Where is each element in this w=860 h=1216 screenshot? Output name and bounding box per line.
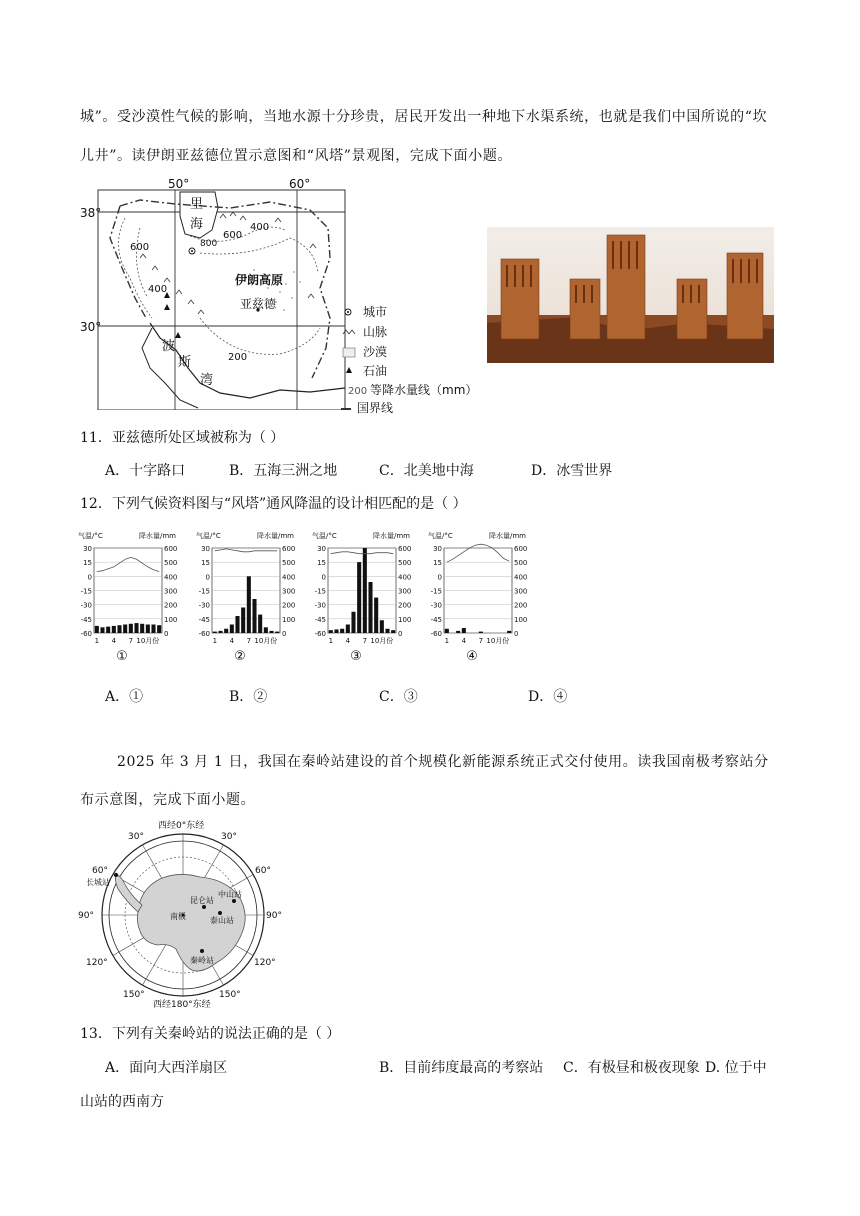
legend-border: 国界线	[341, 398, 393, 418]
chart-1-temp-tick: 30	[83, 545, 92, 553]
chart-1-precip-bar	[100, 627, 104, 633]
chart-1-precip-tick: 400	[164, 573, 178, 582]
chart-4-temp-tick: -45	[430, 615, 442, 624]
chart-4-x-tick: 10月份	[486, 637, 510, 645]
chart-4-precip-tick: 300	[514, 587, 528, 596]
deg-90-left: 90°	[78, 911, 94, 921]
chart-2-x-tick: 7	[246, 637, 252, 645]
chart-2-precip-bar	[235, 616, 239, 633]
chart-1-precip-tick: 500	[164, 559, 178, 568]
chart-4-x-tick: 4	[461, 637, 467, 645]
chart-1-x-tick: 7	[128, 637, 134, 645]
chart-3-precip-tick: 0	[398, 630, 403, 638]
chart-1-ylabel-left: 气温/°C	[78, 532, 103, 540]
chart-3-temp-tick: -60	[314, 630, 326, 638]
chart-4-ylabel-left: 气温/°C	[428, 532, 453, 540]
isohyet-600b: 600	[130, 242, 150, 253]
chart-1-x-tick: 10月份	[136, 637, 160, 645]
q12-option-d[interactable]: D．④	[528, 689, 568, 705]
chart-1-precip-tick: 100	[164, 615, 178, 624]
legend-oil: 石油	[363, 364, 388, 378]
chart-2-precip-tick: 400	[282, 573, 296, 582]
legend-mountain: 山脉	[363, 325, 388, 339]
chart-2-precip-bar	[213, 632, 217, 633]
chart-1-temp-tick: 0	[87, 573, 92, 582]
chart-4-temp-tick: -30	[430, 601, 442, 610]
chart-3-precip-bar	[357, 562, 361, 633]
chart-3-precip-bar	[391, 630, 395, 633]
chart-1-precip-bar	[146, 625, 150, 634]
caspian-label-2: 海	[190, 217, 204, 232]
chart-3-x-tick: 7	[362, 637, 368, 645]
chart-3-precip-bar	[374, 598, 378, 633]
chart-1-precip-bar	[112, 626, 116, 633]
chart-2-precip-bar	[218, 631, 222, 633]
chart-3-precip-bar	[380, 620, 384, 633]
q12-option-b[interactable]: B．②	[229, 689, 268, 705]
lon-label-50: 50°	[168, 178, 190, 191]
legend-isohyet-value: 200	[348, 386, 368, 397]
chart-1-precip-tick: 600	[164, 545, 178, 553]
chart-1-temp-tick: -15	[80, 587, 92, 596]
chart-2-ylabel-right: 降水量/mm	[257, 532, 294, 540]
station-kunlun: 昆仑站	[190, 896, 214, 905]
deg-30-left: 30°	[128, 832, 144, 842]
chart-3-precip-bar	[385, 629, 389, 633]
deg-30-right: 30°	[221, 832, 237, 842]
chart-3-precip-tick: 500	[398, 559, 412, 568]
chart-1-temp-tick: -45	[80, 615, 92, 624]
chart-2-precip-tick: 100	[282, 615, 296, 624]
q12-stem: 12．下列气候资料图与“风塔”通风降温的设计相匹配的是（ ）	[80, 496, 467, 512]
chart-2-precip-bar	[252, 599, 256, 633]
chart-2-precip-tick: 500	[282, 559, 296, 568]
bottom-meridian-label: 西经180°东经	[153, 1000, 211, 1009]
deg-60-right: 60°	[255, 866, 271, 876]
chart-2-precip-tick: 300	[282, 587, 296, 596]
chart-3-precip-bar	[334, 629, 338, 633]
deg-150-left: 150°	[123, 990, 145, 1000]
chart-1-temp-tick: 15	[83, 559, 92, 568]
chart-4-precip-tick: 100	[514, 615, 528, 624]
chart-4-precip-bar	[462, 628, 466, 633]
q12-option-a[interactable]: A．①	[105, 689, 144, 705]
chart-3-precip-bar	[351, 612, 355, 633]
chart-3-x-tick: 1	[328, 637, 334, 645]
chart-4-temp-tick: 15	[433, 559, 442, 568]
chart-1-x-tick: 4	[111, 637, 117, 645]
chart-4-ylabel-right: 降水量/mm	[489, 532, 526, 540]
chart-2-temp-tick: 30	[201, 545, 210, 553]
q13-option-a[interactable]: A．面向大西洋扇区	[105, 1060, 228, 1076]
passage2-line-1: 2025 年 3 月 1 日，我国在秦岭站建设的首个规模化新能源系统正式交付使用。读我国南极考察站分	[117, 754, 769, 770]
chart-3-x-tick: 4	[345, 637, 351, 645]
chart-4-temp-tick: 30	[433, 545, 442, 553]
chart-2-precip-bar	[264, 627, 268, 633]
chart-3-ylabel-right: 降水量/mm	[373, 532, 410, 540]
south-pole-label: 南极	[170, 912, 186, 921]
chart-2-temp-tick: -30	[198, 601, 210, 610]
chart-3-panel-label: ③	[350, 649, 362, 664]
climate-charts	[74, 526, 544, 668]
chart-3-precip-tick: 200	[398, 601, 412, 610]
chart-4-precip-bar	[445, 629, 449, 633]
chart-4-temp-line	[447, 544, 509, 562]
chart-4-temp-tick: -60	[430, 630, 442, 638]
q11-option-d[interactable]: D．冰雪世界	[531, 463, 613, 479]
chart-3-temp-tick: -15	[314, 587, 326, 596]
chart-3-temp-tick: 15	[317, 559, 326, 568]
chart-3-precip-bar	[368, 582, 372, 633]
q11-stem: 11．亚兹德所处区域被称为（ ）	[80, 430, 285, 446]
chart-1-precip-bar	[117, 625, 121, 633]
lat-label-38: 38°	[80, 206, 102, 220]
chart-2-temp-tick: -60	[198, 630, 210, 638]
chart-3-precip-tick: 300	[398, 587, 412, 596]
q13-option-b[interactable]: B．目前纬度最高的考察站	[379, 1060, 544, 1076]
iran-plateau-label: 伊朗高原	[235, 273, 284, 287]
chart-4-precip-tick: 500	[514, 559, 528, 568]
q13-option-d-continuation: 山站的西南方	[80, 1094, 164, 1110]
station-qinling: 秦岭站	[190, 956, 214, 965]
deg-90-right: 90°	[266, 911, 282, 921]
chart-2-ylabel-left: 气温/°C	[196, 532, 221, 540]
chart-4-temp-tick: -15	[430, 587, 442, 596]
q12-option-c[interactable]: C．③	[379, 689, 418, 705]
q13-option-c[interactable]: C．有极昼和极夜现象	[563, 1060, 700, 1076]
chart-2-x-tick: 10月份	[254, 637, 278, 645]
intro-line-2: 儿井”。读伊朗亚兹德位置示意图和“风塔”景观图，完成下面小题。	[80, 148, 513, 164]
chart-1-temp-line	[97, 557, 159, 571]
chart-2-precip-bar	[224, 629, 228, 633]
chart-4-precip-bar	[479, 632, 483, 633]
chart-1-precip-tick: 300	[164, 587, 178, 596]
q11-option-a[interactable]: A．十字路口	[105, 463, 186, 479]
legend-desert: 沙漠	[363, 345, 388, 359]
chart-3-temp-tick: 30	[317, 545, 326, 553]
station-zhongshan: 中山站	[218, 890, 242, 899]
gulf-label-2: 斯	[178, 355, 192, 370]
chart-1-precip-bar	[123, 625, 127, 634]
chart-3-temp-line	[331, 552, 393, 554]
chart-3-precip-tick: 100	[398, 615, 412, 624]
chart-4-panel-label: ④	[466, 649, 478, 664]
chart-4-precip-bar	[507, 631, 511, 633]
chart-2-precip-tick: 200	[282, 601, 296, 610]
chart-2-precip-bar	[275, 632, 279, 633]
chart-4-x-tick: 1	[444, 637, 450, 645]
chart-1-precip-bar	[95, 626, 99, 633]
deg-120-left: 120°	[86, 958, 108, 968]
passage2-line-2: 布示意图，完成下面小题。	[80, 792, 256, 808]
caspian-label-1: 里	[190, 197, 204, 212]
isohyet-200: 200	[228, 352, 248, 363]
chart-1-temp-tick: -30	[80, 601, 92, 610]
gulf-label-3: 湾	[200, 373, 214, 388]
chart-2-panel-label: ②	[234, 649, 246, 664]
station-changcheng: 长城站	[86, 878, 110, 887]
chart-2-temp-line	[215, 549, 277, 552]
isohyet-800: 800	[200, 239, 218, 249]
chart-2-precip-bar	[258, 615, 262, 633]
chart-3-precip-bar	[363, 548, 367, 633]
chart-1-panel-label: ①	[116, 649, 128, 664]
q13-stem: 13．下列有关秦岭站的说法正确的是（ ）	[80, 1026, 341, 1042]
chart-1-precip-tick: 0	[164, 630, 169, 638]
q11-option-c[interactable]: C．北美地中海	[379, 463, 474, 479]
chart-1-precip-bar	[151, 625, 155, 634]
chart-1-x-tick: 1	[94, 637, 100, 645]
chart-2-precip-tick: 0	[282, 630, 287, 638]
chart-4-precip-tick: 0	[514, 630, 519, 638]
chart-4-precip-tick: 600	[514, 545, 528, 553]
top-meridian-label: 西经0°东经	[158, 821, 205, 831]
chart-3-precip-bar	[329, 630, 333, 633]
legend-city: 城市	[363, 305, 388, 319]
chart-4-precip-tick: 400	[514, 573, 528, 582]
deg-120-right: 120°	[254, 958, 276, 968]
chart-1-precip-bar	[129, 624, 133, 633]
chart-3-temp-tick: -45	[314, 615, 326, 624]
chart-3-temp-tick: -30	[314, 601, 326, 610]
intro-line-1: 城”。受沙漠性气候的影响，当地水源十分珍贵，居民开发出一种地下水渠系统，也就是我们中国所说的“坎	[80, 109, 768, 125]
chart-1-precip-bar	[134, 623, 138, 633]
q11-option-b[interactable]: B．五海三洲之地	[229, 463, 338, 479]
lat-label-30: 30°	[80, 320, 102, 334]
deg-60-left: 60°	[92, 866, 108, 876]
chart-1-temp-tick: -60	[80, 630, 92, 638]
chart-3-precip-tick: 600	[398, 545, 412, 553]
q13-option-d[interactable]: D. 位于中	[705, 1060, 767, 1076]
chart-2-precip-bar	[247, 576, 251, 633]
chart-2-temp-tick: 15	[201, 559, 210, 568]
chart-2-x-tick: 1	[212, 637, 218, 645]
chart-1-precip-bar	[157, 625, 161, 633]
chart-3-precip-bar	[340, 629, 344, 633]
isohyet-600a: 600	[223, 230, 243, 241]
chart-1-precip-bar	[106, 627, 110, 633]
chart-4-x-tick: 7	[478, 637, 484, 645]
chart-3-precip-tick: 400	[398, 573, 412, 582]
chart-4-precip-tick: 200	[514, 601, 528, 610]
gulf-label-1: 波	[162, 339, 176, 354]
chart-3-temp-tick: 0	[321, 573, 326, 582]
chart-2-temp-tick: -45	[198, 615, 210, 624]
chart-3-precip-bar	[346, 625, 350, 634]
chart-4-temp-tick: 0	[437, 573, 442, 582]
chart-3-x-tick: 10月份	[370, 637, 394, 645]
chart-2-precip-tick: 600	[282, 545, 296, 553]
legend-isohyet: 等降水量线（mm）	[370, 383, 478, 397]
chart-2-x-tick: 4	[229, 637, 235, 645]
chart-1-precip-bar	[140, 624, 144, 633]
lon-label-60: 60°	[289, 178, 311, 191]
chart-2-temp-tick: -15	[198, 587, 210, 596]
iran-location-map	[80, 178, 480, 410]
chart-2-precip-bar	[241, 608, 245, 634]
deg-150-right: 150°	[219, 990, 241, 1000]
chart-2-precip-bar	[230, 625, 234, 634]
yazd-label: 亚兹德	[240, 297, 277, 311]
chart-2-precip-bar	[269, 631, 273, 633]
chart-3-ylabel-left: 气温/°C	[312, 532, 337, 540]
chart-1-ylabel-right: 降水量/mm	[139, 532, 176, 540]
wind-tower-photo	[487, 227, 774, 363]
station-taishan: 泰山站	[210, 916, 234, 925]
isohyet-400b: 400	[148, 284, 168, 295]
chart-4-precip-bar	[456, 631, 460, 633]
chart-1-precip-tick: 200	[164, 601, 178, 610]
antarctic-stations-map	[78, 817, 288, 1009]
isohyet-400a: 400	[250, 222, 270, 233]
chart-2-temp-tick: 0	[205, 573, 210, 582]
